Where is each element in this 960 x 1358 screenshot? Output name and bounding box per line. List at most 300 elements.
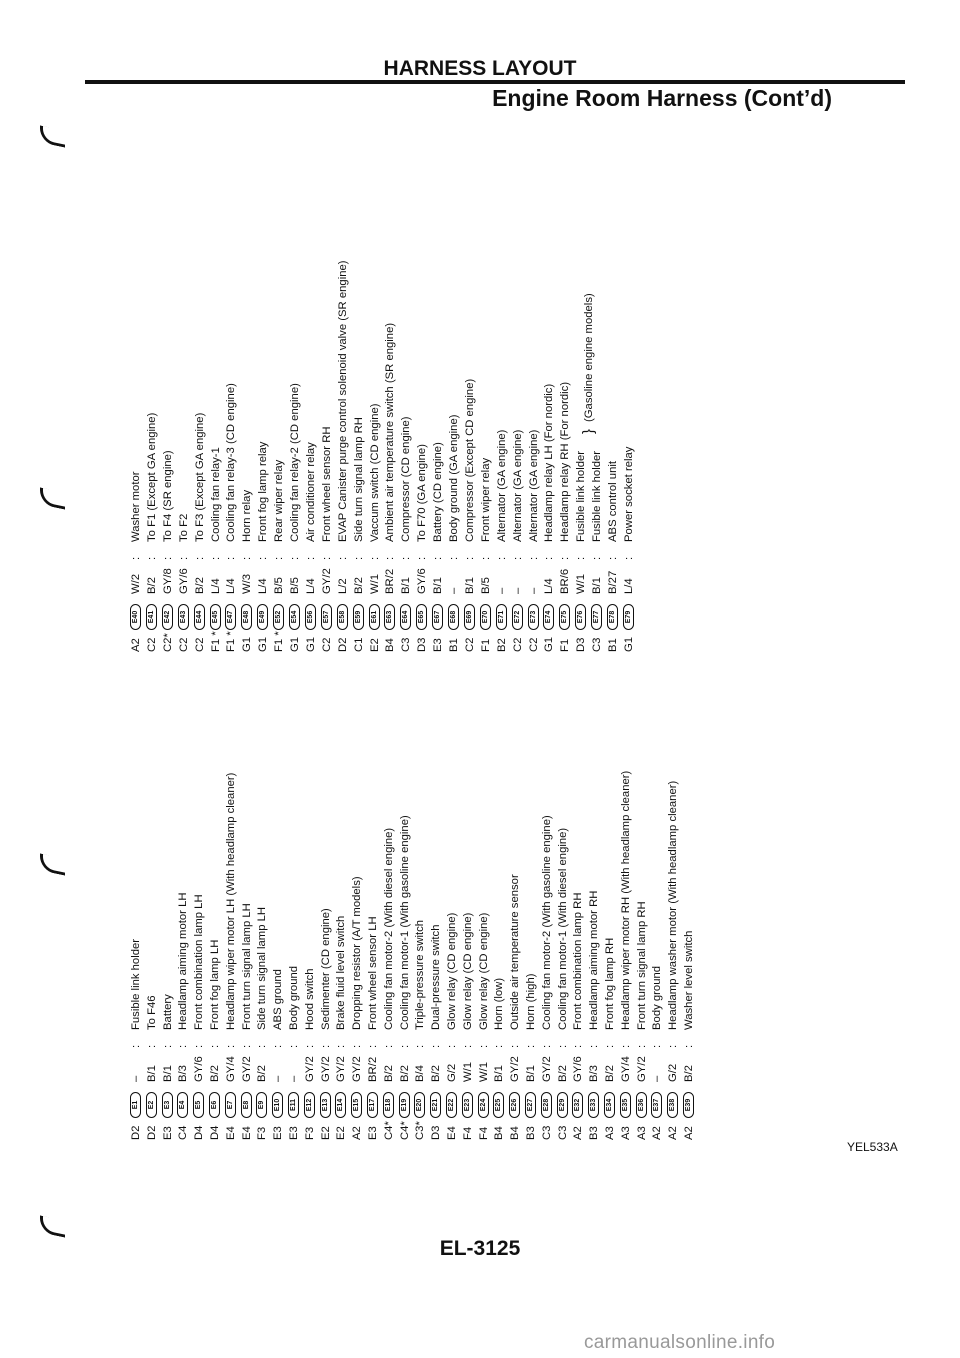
separator: : bbox=[145, 1044, 158, 1048]
connector-description: Cooling fan motor-2 (With gasoline engine) bbox=[540, 815, 553, 1030]
connector-number: E28 bbox=[541, 1092, 552, 1118]
separator: : bbox=[130, 1044, 142, 1048]
connector-color: B/2 bbox=[193, 577, 206, 594]
connector-number: E40 bbox=[130, 604, 141, 630]
connector-color: GY/6 bbox=[193, 1056, 206, 1082]
separator: : bbox=[683, 1044, 695, 1048]
connector-number: E56 bbox=[305, 604, 316, 630]
figure-code: YEL533A bbox=[847, 1140, 898, 1154]
connector-number: E67 bbox=[432, 604, 443, 630]
connector-color: L/4 bbox=[304, 578, 317, 594]
connector-number: E14 bbox=[335, 1092, 346, 1118]
separator: : bbox=[351, 1044, 364, 1048]
grid-location: D3 bbox=[575, 637, 588, 652]
separator: : bbox=[667, 1044, 680, 1048]
separator: : bbox=[336, 556, 349, 560]
connector-color: L/4 bbox=[543, 578, 556, 594]
connector-number: E9 bbox=[256, 1092, 267, 1118]
connector-color: B/1 bbox=[400, 577, 413, 594]
grid-location: D3 bbox=[430, 1125, 443, 1140]
connector-color: GY/2 bbox=[540, 1056, 553, 1082]
connector-color: L/4 bbox=[209, 578, 222, 594]
connector-color: BR/2 bbox=[367, 1056, 379, 1082]
grid-location: B1 bbox=[607, 638, 619, 652]
connector-description: Compressor (Except CD engine) bbox=[463, 378, 476, 542]
connector-color: GY/2 bbox=[351, 1056, 364, 1082]
connector-description: Side turn signal lamp RH bbox=[352, 417, 365, 542]
grid-location: D4 bbox=[209, 1125, 221, 1140]
connector-description: Cooling fan motor-1 (With diesel engine) bbox=[556, 827, 569, 1030]
grid-location: D2 bbox=[130, 1125, 142, 1140]
separator: : bbox=[446, 1044, 458, 1048]
connector-number: E78 bbox=[607, 604, 618, 630]
connector-number: E43 bbox=[178, 604, 189, 630]
connector-description: Headlamp wiper motor LH (With headlamp cleaner) bbox=[224, 772, 237, 1030]
separator: : bbox=[209, 1044, 221, 1048]
connector-color: B/5 bbox=[479, 577, 492, 594]
grid-location: C2 bbox=[320, 637, 333, 652]
connector-color: BR/2 bbox=[384, 568, 397, 594]
connector-description: Front wheel sensor RH bbox=[320, 426, 333, 542]
grid-location: E3 bbox=[161, 1126, 174, 1140]
connector-number: E72 bbox=[512, 604, 523, 630]
connector-color: GY/6 bbox=[572, 1056, 585, 1082]
connector-number: E41 bbox=[146, 604, 157, 630]
separator: : bbox=[540, 1044, 553, 1048]
separator: : bbox=[177, 1044, 190, 1048]
connector-color: B/27 bbox=[607, 570, 619, 594]
connector-color: W/1 bbox=[461, 1061, 474, 1082]
connector-description: Front fog lamp RH bbox=[604, 937, 616, 1030]
connector-color: – bbox=[511, 587, 524, 594]
grid-location: A2 bbox=[667, 1126, 680, 1140]
connector-description: Rear wiper relay bbox=[273, 459, 286, 542]
connector-description: Front combination lamp RH bbox=[572, 892, 585, 1030]
connector-number: E36 bbox=[636, 1092, 647, 1118]
connector-number: E27 bbox=[525, 1092, 536, 1118]
separator: : bbox=[588, 1044, 601, 1048]
separator: : bbox=[288, 1044, 300, 1048]
connector-description: Front turn signal lamp LH bbox=[240, 903, 253, 1030]
connector-color: GY/2 bbox=[335, 1056, 348, 1082]
separator: : bbox=[224, 1044, 237, 1048]
connector-number: E1 bbox=[130, 1092, 141, 1118]
separator: : bbox=[193, 1044, 206, 1048]
grid-location: E3 bbox=[432, 638, 445, 652]
connector-number: E77 bbox=[591, 604, 602, 630]
connector-description: Outside air temperature sensor bbox=[509, 874, 522, 1030]
separator: : bbox=[225, 556, 238, 560]
connector-description: Headlamp washer motor (With headlamp cleaner) bbox=[667, 780, 680, 1030]
connector-color: GY/8 bbox=[161, 568, 174, 594]
grid-location: C2 bbox=[527, 637, 540, 652]
connector-color: GY/2 bbox=[303, 1056, 316, 1082]
separator: : bbox=[556, 1044, 569, 1048]
grid-location: E4 bbox=[224, 1126, 237, 1140]
connector-number: E29 bbox=[557, 1092, 568, 1118]
connector-description: Fusible link holder bbox=[130, 938, 142, 1030]
grid-location: F4 bbox=[461, 1126, 474, 1140]
connector-description: Headlamp aiming motor RH bbox=[588, 890, 601, 1030]
connector-number: E74 bbox=[543, 604, 554, 630]
connector-color: B/2 bbox=[145, 577, 158, 594]
connector-number: E70 bbox=[480, 604, 491, 630]
separator: : bbox=[448, 556, 460, 560]
connector-color: B/1 bbox=[145, 1065, 158, 1082]
connector-color: W/1 bbox=[477, 1061, 490, 1082]
connector-color: GY/6 bbox=[416, 568, 429, 594]
connector-description: Fusible link holder bbox=[575, 450, 588, 542]
grid-location: A2 bbox=[130, 638, 142, 652]
connector-color: B/2 bbox=[398, 1065, 411, 1082]
connector-color: L/4 bbox=[225, 578, 238, 594]
connector-number: E76 bbox=[575, 604, 586, 630]
connector-color: GY/2 bbox=[240, 1056, 253, 1082]
separator: : bbox=[256, 1044, 269, 1048]
connector-color: B/2 bbox=[382, 1065, 395, 1082]
separator: : bbox=[414, 1044, 427, 1048]
connector-color: GY/2 bbox=[319, 1056, 332, 1082]
separator: : bbox=[368, 556, 381, 560]
grid-location: A2 bbox=[572, 1126, 585, 1140]
connector-description: Hood switch bbox=[303, 968, 316, 1030]
connector-number: E24 bbox=[478, 1092, 489, 1118]
separator: : bbox=[240, 1044, 253, 1048]
connector-description: To F46 bbox=[145, 995, 158, 1030]
connector-number: E59 bbox=[353, 604, 364, 630]
connector-description: Body ground (GA engine) bbox=[448, 414, 460, 542]
grid-location: B1 bbox=[448, 638, 460, 652]
grid-location: C2 bbox=[177, 637, 190, 652]
connector-description: Front turn signal lamp RH bbox=[635, 901, 648, 1030]
connector-color: B/2 bbox=[556, 1065, 569, 1082]
separator: : bbox=[257, 556, 270, 560]
connector-number: E34 bbox=[604, 1092, 615, 1118]
grid-location: B4 bbox=[509, 1126, 522, 1140]
connector-color: – bbox=[495, 587, 508, 594]
connector-description: EVAP Canister purge control solenoid valve (SR engine) bbox=[336, 260, 349, 542]
connector-description: Cooling fan motor-1 (With gasoline engine) bbox=[398, 815, 411, 1030]
separator: : bbox=[382, 1044, 395, 1048]
connector-color: G/2 bbox=[667, 1063, 680, 1082]
grid-location: A3 bbox=[635, 1126, 648, 1140]
connector-color: – bbox=[272, 1075, 285, 1082]
connector-number: E21 bbox=[430, 1092, 441, 1118]
connector-description: Ambient air temperature switch (SR engine) bbox=[384, 322, 397, 542]
grid-location: A2 bbox=[351, 1126, 364, 1140]
separator: : bbox=[511, 556, 524, 560]
grid-location: D2 bbox=[336, 637, 349, 652]
connector-color: GY/2 bbox=[509, 1056, 522, 1082]
connector-color: B/5 bbox=[273, 577, 286, 594]
connector-description: Headlamp relay LH (For nordic) bbox=[543, 383, 556, 542]
binding-mark bbox=[40, 487, 65, 509]
grid-location: B4 bbox=[493, 1126, 506, 1140]
separator: : bbox=[193, 556, 206, 560]
grid-location: G1 bbox=[257, 636, 270, 652]
grid-location: E2 bbox=[335, 1126, 348, 1140]
connector-number: E75 bbox=[559, 604, 570, 630]
connector-color: – bbox=[527, 587, 540, 594]
connector-number: E37 bbox=[651, 1092, 662, 1118]
grid-location: A3 bbox=[604, 1126, 616, 1140]
separator: : bbox=[575, 556, 588, 560]
grid-location: E4 bbox=[240, 1126, 253, 1140]
connector-color: B/3 bbox=[177, 1065, 190, 1082]
connector-color: W/3 bbox=[241, 573, 254, 594]
grid-location: A2 bbox=[651, 1126, 664, 1140]
connector-description: To F70 (GA engine) bbox=[416, 444, 429, 542]
connector-number: E69 bbox=[464, 604, 475, 630]
connector-description: Horn (high) bbox=[525, 973, 537, 1030]
grid-location: F1 bbox=[559, 638, 572, 652]
connector-description: Sedimenter (CD engine) bbox=[319, 908, 332, 1030]
grid-location: C2 bbox=[511, 637, 524, 652]
connector-description: Front wheel sensor LH bbox=[367, 916, 379, 1030]
separator: : bbox=[273, 556, 286, 560]
connector-description: Alternator (GA engine) bbox=[527, 429, 540, 542]
connector-description: Glow relay (CD engine) bbox=[461, 912, 474, 1030]
connector-color: – bbox=[651, 1075, 664, 1082]
connector-color: B/1 bbox=[591, 577, 604, 594]
binding-mark bbox=[40, 853, 65, 875]
separator: : bbox=[527, 556, 540, 560]
connector-number: E48 bbox=[241, 604, 252, 630]
separator: : bbox=[509, 1044, 522, 1048]
connector-description: Brake fluid level switch bbox=[335, 915, 348, 1030]
grid-location: F1 * bbox=[209, 631, 222, 652]
separator: : bbox=[493, 1044, 506, 1048]
connector-number: E33 bbox=[588, 1092, 599, 1118]
connector-description: ABS control unit bbox=[607, 460, 619, 542]
separator: : bbox=[209, 556, 222, 560]
connector-number: E3 bbox=[162, 1092, 173, 1118]
connector-description: Cooling fan motor-2 (With diesel engine) bbox=[382, 827, 395, 1030]
connector-description: Front fog lamp LH bbox=[209, 939, 221, 1030]
separator: : bbox=[400, 556, 413, 560]
connector-number: E38 bbox=[667, 1092, 678, 1118]
separator: : bbox=[319, 1044, 332, 1048]
separator: : bbox=[635, 1044, 648, 1048]
connector-number: E68 bbox=[448, 604, 459, 630]
grid-location: B3 bbox=[588, 1126, 601, 1140]
connector-description: Headlamp wiper motor RH (With headlamp cleaner) bbox=[619, 770, 632, 1030]
connector-description: ABS ground bbox=[272, 969, 285, 1030]
connector-description: Alternator (GA engine) bbox=[511, 429, 524, 542]
connector-color: B/1 bbox=[525, 1065, 537, 1082]
separator: : bbox=[477, 1044, 490, 1048]
connector-number: E6 bbox=[209, 1092, 220, 1118]
separator: : bbox=[651, 1044, 664, 1048]
grid-location: C2 bbox=[193, 637, 206, 652]
connector-number: E8 bbox=[241, 1092, 252, 1118]
separator: : bbox=[145, 556, 158, 560]
grid-location: E3 bbox=[272, 1126, 285, 1140]
connector-color: B/1 bbox=[493, 1065, 506, 1082]
connector-number: E58 bbox=[337, 604, 348, 630]
connector-number: E71 bbox=[496, 604, 507, 630]
connector-color: B/4 bbox=[414, 1065, 427, 1082]
connector-color: L/4 bbox=[257, 578, 270, 594]
connector-description: Battery bbox=[161, 994, 174, 1030]
connector-number: E65 bbox=[416, 604, 427, 630]
connector-description: Front wiper relay bbox=[479, 457, 492, 542]
connector-description: Fusible link holder bbox=[591, 450, 604, 542]
separator: : bbox=[572, 1044, 585, 1048]
connector-color: – bbox=[448, 587, 460, 594]
grid-location: D2 bbox=[145, 1125, 158, 1140]
grid-location: B3 bbox=[525, 1126, 537, 1140]
separator: : bbox=[304, 556, 317, 560]
connector-number: E17 bbox=[367, 1092, 378, 1118]
connector-description: Cooling fan relay-1 bbox=[209, 447, 222, 542]
connector-description: Washer level switch bbox=[683, 930, 695, 1030]
binding-mark bbox=[40, 1215, 65, 1237]
connector-number: E7 bbox=[225, 1092, 236, 1118]
grid-location: D4 bbox=[193, 1125, 206, 1140]
separator: : bbox=[495, 556, 508, 560]
grid-location: F3 bbox=[303, 1126, 316, 1140]
connector-description: Battery (CD engine) bbox=[432, 442, 445, 542]
separator: : bbox=[335, 1044, 348, 1048]
grid-location: F1 * bbox=[225, 631, 238, 652]
connector-color: B/1 bbox=[432, 577, 445, 594]
connector-number: E23 bbox=[462, 1092, 473, 1118]
connector-color: GY/2 bbox=[635, 1056, 648, 1082]
connector-number: E32 bbox=[572, 1092, 583, 1118]
connector-color: B/1 bbox=[161, 1065, 174, 1082]
grid-location: C3 bbox=[591, 637, 604, 652]
grid-location: F4 bbox=[477, 1126, 490, 1140]
grid-location: G1 bbox=[622, 636, 635, 652]
connector-color: B/2 bbox=[683, 1065, 695, 1082]
connector-color: L/2 bbox=[336, 578, 349, 594]
connector-description: Dual-pressure switch bbox=[430, 924, 443, 1030]
grid-location: C3 bbox=[540, 1125, 553, 1140]
binding-mark bbox=[40, 125, 65, 147]
watermark: carmanualsonline.info bbox=[584, 1332, 776, 1353]
grid-location: C2 bbox=[145, 637, 158, 652]
connector-number: E11 bbox=[288, 1092, 299, 1118]
connector-color: GY/4 bbox=[224, 1056, 237, 1082]
connector-color: BR/6 bbox=[559, 568, 572, 594]
connector-description: To F3 (Except GA engine) bbox=[193, 412, 206, 542]
separator: : bbox=[604, 1044, 616, 1048]
connector-number: E10 bbox=[272, 1092, 283, 1118]
grid-location: C4* bbox=[398, 1121, 411, 1140]
connector-number: E54 bbox=[289, 604, 300, 630]
connector-color: GY/6 bbox=[177, 568, 190, 594]
connector-number: E63 bbox=[384, 604, 395, 630]
grid-location: D3 bbox=[416, 637, 429, 652]
connector-description: Cooling fan relay-3 (CD engine) bbox=[225, 383, 238, 542]
page-title: Engine Room Harness (Cont’d) bbox=[492, 85, 832, 111]
connector-number: E35 bbox=[620, 1092, 631, 1118]
grid-location: E3 bbox=[288, 1126, 300, 1140]
connector-description: Compressor (CD engine) bbox=[400, 416, 413, 542]
separator: : bbox=[352, 556, 365, 560]
separator: : bbox=[479, 556, 492, 560]
separator: : bbox=[272, 1044, 285, 1048]
connector-number: E73 bbox=[528, 604, 539, 630]
separator: : bbox=[559, 556, 572, 560]
separator: : bbox=[130, 556, 142, 560]
separator: : bbox=[367, 1044, 379, 1048]
separator: : bbox=[416, 556, 429, 560]
connector-number: E42 bbox=[162, 604, 173, 630]
separator: : bbox=[463, 556, 476, 560]
separator: : bbox=[430, 1044, 443, 1048]
separator: : bbox=[525, 1044, 537, 1048]
separator: : bbox=[622, 556, 635, 560]
connector-description: Vaccum switch (CD engine) bbox=[368, 403, 381, 542]
connector-number: E13 bbox=[320, 1092, 331, 1118]
separator: : bbox=[398, 1044, 411, 1048]
section-title: HARNESS LAYOUT bbox=[383, 57, 577, 80]
separator: : bbox=[320, 556, 333, 560]
grid-location: C3 bbox=[400, 637, 413, 652]
connector-color: W/2 bbox=[130, 573, 142, 594]
separator: : bbox=[619, 1044, 632, 1048]
brace-note-text: (Gasoline engine models) bbox=[583, 293, 596, 422]
grid-location: G1 bbox=[304, 636, 317, 652]
connector-number: E2 bbox=[146, 1092, 157, 1118]
brace-glyph: } bbox=[580, 428, 598, 434]
connector-description: To F2 bbox=[177, 513, 190, 542]
separator: : bbox=[461, 1044, 474, 1048]
grid-location: E2 bbox=[319, 1126, 332, 1140]
separator: : bbox=[161, 1044, 174, 1048]
connector-number: E12 bbox=[304, 1092, 315, 1118]
connector-color: B/3 bbox=[588, 1065, 601, 1082]
connector-color: G/2 bbox=[446, 1063, 458, 1082]
connector-description: To F1 (Except GA engine) bbox=[145, 412, 158, 542]
page-number: EL-3125 bbox=[439, 1237, 521, 1260]
connector-description: Dropping resistor (A/T models) bbox=[351, 876, 364, 1030]
connector-color: B/5 bbox=[289, 577, 301, 594]
grid-location: G1 bbox=[289, 636, 301, 652]
connector-number: E49 bbox=[257, 604, 268, 630]
grid-location: C4 bbox=[177, 1125, 190, 1140]
connector-description: Glow relay (CD engine) bbox=[446, 912, 458, 1030]
grid-location: F3 bbox=[256, 1126, 269, 1140]
connector-number: E61 bbox=[369, 604, 380, 630]
connector-number: E5 bbox=[193, 1092, 204, 1118]
connector-color: L/4 bbox=[622, 578, 635, 594]
grid-location: F1 * bbox=[273, 631, 286, 652]
grid-location: A3 bbox=[619, 1126, 632, 1140]
connector-color: B/2 bbox=[209, 1065, 221, 1082]
connector-description: Body ground bbox=[288, 965, 300, 1030]
connector-number: E44 bbox=[194, 604, 205, 630]
connector-description: Horn (low) bbox=[493, 977, 506, 1030]
connector-number: E15 bbox=[351, 1092, 362, 1118]
separator: : bbox=[607, 556, 619, 560]
connector-number: E79 bbox=[623, 604, 634, 630]
connector-color: GY/2 bbox=[320, 568, 333, 594]
connector-description: Alternator (GA engine) bbox=[495, 429, 508, 542]
grid-location: E3 bbox=[367, 1126, 379, 1140]
connector-description: Front combination lamp LH bbox=[193, 894, 206, 1030]
connector-color: – bbox=[288, 1075, 300, 1082]
connector-description: Horn relay bbox=[241, 489, 254, 542]
separator: : bbox=[432, 556, 445, 560]
connector-number: E22 bbox=[446, 1092, 457, 1118]
grid-location: B2 bbox=[495, 638, 508, 652]
connector-number: E52 bbox=[273, 604, 284, 630]
connector-description: Side turn signal lamp LH bbox=[256, 906, 269, 1030]
grid-location: E2 bbox=[368, 638, 381, 652]
